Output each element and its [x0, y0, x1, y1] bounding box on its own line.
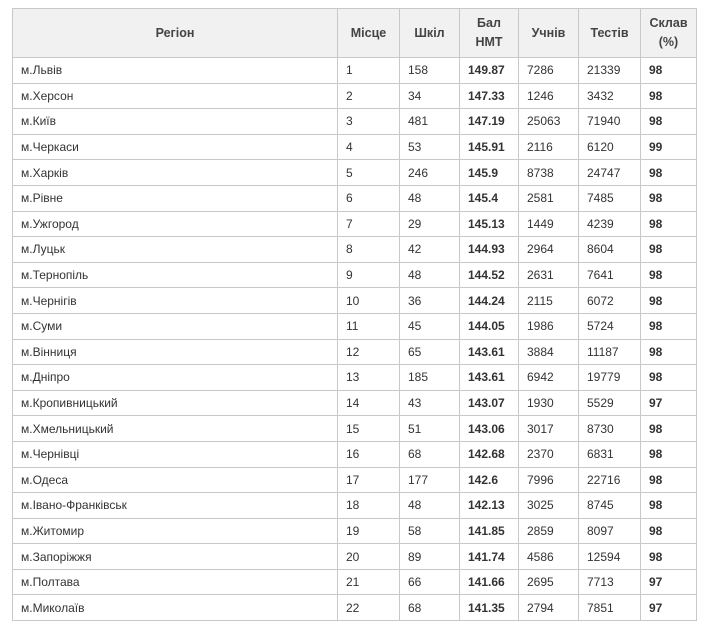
cell-tests: 19779 — [579, 365, 641, 391]
cell-tests: 8604 — [579, 237, 641, 263]
cell-place: 18 — [338, 493, 400, 519]
cell-place: 5 — [338, 160, 400, 186]
cell-pupils: 2794 — [519, 595, 579, 621]
cell-tests: 24747 — [579, 160, 641, 186]
cell-schools: 65 — [400, 339, 460, 365]
cell-score: 141.74 — [460, 544, 519, 570]
cell-place: 14 — [338, 390, 400, 416]
table-row — [13, 595, 697, 621]
cell-pass: 98 — [641, 288, 697, 314]
cell-place: 9 — [338, 262, 400, 288]
cell-pass: 98 — [641, 365, 697, 391]
table-row — [13, 493, 697, 519]
cell-score: 143.61 — [460, 365, 519, 391]
cell-region: м.Івано-Франківськ — [13, 493, 338, 519]
header-row — [13, 9, 697, 58]
cell-tests: 4239 — [579, 211, 641, 237]
cell-schools: 89 — [400, 544, 460, 570]
cell-tests: 8097 — [579, 518, 641, 544]
cell-schools: 58 — [400, 518, 460, 544]
header-score-line2: НМТ — [475, 35, 503, 49]
cell-pupils: 2695 — [519, 569, 579, 595]
table-row — [13, 569, 697, 595]
cell-pupils: 1930 — [519, 390, 579, 416]
cell-region: м.Вінниця — [13, 339, 338, 365]
cell-place: 15 — [338, 416, 400, 442]
cell-pass: 97 — [641, 390, 697, 416]
cell-pass: 98 — [641, 109, 697, 135]
cell-pupils: 7286 — [519, 58, 579, 84]
cell-tests: 5724 — [579, 313, 641, 339]
cell-pass: 98 — [641, 544, 697, 570]
cell-place: 10 — [338, 288, 400, 314]
cell-pass: 98 — [641, 493, 697, 519]
cell-score: 145.13 — [460, 211, 519, 237]
ranking-table-container — [12, 8, 697, 621]
cell-region: м.Харків — [13, 160, 338, 186]
cell-schools: 158 — [400, 58, 460, 84]
cell-pupils: 7996 — [519, 467, 579, 493]
header-score — [460, 9, 519, 58]
cell-pass: 98 — [641, 160, 697, 186]
cell-score: 142.6 — [460, 467, 519, 493]
cell-schools: 48 — [400, 185, 460, 211]
cell-place: 4 — [338, 134, 400, 160]
cell-pupils: 2859 — [519, 518, 579, 544]
table-row — [13, 58, 697, 84]
cell-place: 17 — [338, 467, 400, 493]
cell-score: 143.61 — [460, 339, 519, 365]
cell-region: м.Черкаси — [13, 134, 338, 160]
cell-place: 7 — [338, 211, 400, 237]
cell-tests: 22716 — [579, 467, 641, 493]
cell-place: 2 — [338, 83, 400, 109]
table-row — [13, 237, 697, 263]
cell-region: м.Кропивницький — [13, 390, 338, 416]
cell-schools: 53 — [400, 134, 460, 160]
cell-tests: 71940 — [579, 109, 641, 135]
cell-tests: 7851 — [579, 595, 641, 621]
cell-place: 13 — [338, 365, 400, 391]
table-row — [13, 441, 697, 467]
cell-pupils: 3017 — [519, 416, 579, 442]
cell-pass: 98 — [641, 339, 697, 365]
cell-score: 143.06 — [460, 416, 519, 442]
cell-pass: 98 — [641, 467, 697, 493]
header-place: Місце — [338, 9, 400, 58]
cell-tests: 11187 — [579, 339, 641, 365]
cell-tests: 7713 — [579, 569, 641, 595]
cell-place: 16 — [338, 441, 400, 467]
cell-schools: 48 — [400, 262, 460, 288]
cell-pupils: 1986 — [519, 313, 579, 339]
cell-place: 1 — [338, 58, 400, 84]
table-row — [13, 518, 697, 544]
cell-score: 141.66 — [460, 569, 519, 595]
cell-pupils: 2581 — [519, 185, 579, 211]
cell-schools: 177 — [400, 467, 460, 493]
cell-region: м.Чернігів — [13, 288, 338, 314]
cell-schools: 68 — [400, 441, 460, 467]
cell-pass: 99 — [641, 134, 697, 160]
cell-place: 6 — [338, 185, 400, 211]
cell-pupils: 1246 — [519, 83, 579, 109]
cell-schools: 36 — [400, 288, 460, 314]
table-row — [13, 339, 697, 365]
table-row — [13, 211, 697, 237]
cell-schools: 48 — [400, 493, 460, 519]
cell-pupils: 2631 — [519, 262, 579, 288]
cell-region: м.Ужгород — [13, 211, 338, 237]
cell-score: 145.9 — [460, 160, 519, 186]
cell-score: 149.87 — [460, 58, 519, 84]
table-row — [13, 390, 697, 416]
cell-score: 144.24 — [460, 288, 519, 314]
cell-pass: 98 — [641, 237, 697, 263]
cell-place: 19 — [338, 518, 400, 544]
cell-region: м.Хмельницький — [13, 416, 338, 442]
cell-score: 144.52 — [460, 262, 519, 288]
table-row — [13, 313, 697, 339]
cell-region: м.Одеса — [13, 467, 338, 493]
table-body — [13, 58, 697, 621]
table-row — [13, 109, 697, 135]
cell-region: м.Чернівці — [13, 441, 338, 467]
table-row — [13, 365, 697, 391]
cell-schools: 481 — [400, 109, 460, 135]
table-row — [13, 288, 697, 314]
cell-pass: 98 — [641, 185, 697, 211]
cell-pupils: 2964 — [519, 237, 579, 263]
cell-place: 8 — [338, 237, 400, 263]
header-tests: Тестів — [579, 9, 641, 58]
cell-score: 144.93 — [460, 237, 519, 263]
cell-score: 141.85 — [460, 518, 519, 544]
cell-region: м.Рівне — [13, 185, 338, 211]
cell-pass: 98 — [641, 58, 697, 84]
cell-pupils: 8738 — [519, 160, 579, 186]
cell-pupils: 4586 — [519, 544, 579, 570]
cell-tests: 6831 — [579, 441, 641, 467]
cell-schools: 51 — [400, 416, 460, 442]
cell-pass: 97 — [641, 569, 697, 595]
cell-region: м.Київ — [13, 109, 338, 135]
cell-tests: 21339 — [579, 58, 641, 84]
table-row — [13, 544, 697, 570]
cell-region: м.Львів — [13, 58, 338, 84]
ranking-table — [12, 8, 697, 621]
cell-pass: 98 — [641, 313, 697, 339]
cell-tests: 5529 — [579, 390, 641, 416]
header-pupils: Учнів — [519, 9, 579, 58]
cell-pass: 98 — [641, 441, 697, 467]
cell-pupils: 3884 — [519, 339, 579, 365]
cell-pupils: 25063 — [519, 109, 579, 135]
header-region: Регіон — [13, 9, 338, 58]
cell-place: 12 — [338, 339, 400, 365]
cell-place: 11 — [338, 313, 400, 339]
cell-tests: 7641 — [579, 262, 641, 288]
cell-tests: 8745 — [579, 493, 641, 519]
cell-score: 147.33 — [460, 83, 519, 109]
cell-place: 21 — [338, 569, 400, 595]
cell-tests: 8730 — [579, 416, 641, 442]
cell-region: м.Житомир — [13, 518, 338, 544]
cell-region: м.Луцьк — [13, 237, 338, 263]
cell-schools: 185 — [400, 365, 460, 391]
cell-pupils: 2370 — [519, 441, 579, 467]
cell-score: 142.13 — [460, 493, 519, 519]
cell-schools: 66 — [400, 569, 460, 595]
table-row — [13, 262, 697, 288]
cell-region: м.Дніпро — [13, 365, 338, 391]
table-header — [13, 9, 697, 58]
table-row — [13, 416, 697, 442]
header-pass-line1: Склав — [649, 16, 688, 30]
header-schools: Шкіл — [400, 9, 460, 58]
cell-region: м.Херсон — [13, 83, 338, 109]
table-row — [13, 83, 697, 109]
cell-score: 143.07 — [460, 390, 519, 416]
cell-pupils: 2115 — [519, 288, 579, 314]
cell-pass: 98 — [641, 518, 697, 544]
cell-place: 22 — [338, 595, 400, 621]
cell-schools: 34 — [400, 83, 460, 109]
cell-region: м.Запоріжжя — [13, 544, 338, 570]
header-pass — [641, 9, 697, 58]
cell-tests: 3432 — [579, 83, 641, 109]
table-row — [13, 467, 697, 493]
cell-pass: 97 — [641, 595, 697, 621]
cell-schools: 43 — [400, 390, 460, 416]
cell-schools: 42 — [400, 237, 460, 263]
cell-tests: 6120 — [579, 134, 641, 160]
cell-schools: 45 — [400, 313, 460, 339]
cell-pass: 98 — [641, 416, 697, 442]
table-row — [13, 185, 697, 211]
cell-pass: 98 — [641, 262, 697, 288]
table-row — [13, 160, 697, 186]
cell-pass: 98 — [641, 83, 697, 109]
cell-pupils: 1449 — [519, 211, 579, 237]
cell-tests: 6072 — [579, 288, 641, 314]
cell-place: 3 — [338, 109, 400, 135]
cell-pass: 98 — [641, 211, 697, 237]
cell-score: 145.91 — [460, 134, 519, 160]
header-pass-line2: (%) — [658, 35, 679, 49]
cell-tests: 7485 — [579, 185, 641, 211]
header-score-line1: Бал — [477, 16, 501, 30]
cell-schools: 246 — [400, 160, 460, 186]
table-row — [13, 134, 697, 160]
cell-score: 141.35 — [460, 595, 519, 621]
cell-place: 20 — [338, 544, 400, 570]
cell-region: м.Тернопіль — [13, 262, 338, 288]
cell-region: м.Суми — [13, 313, 338, 339]
cell-pupils: 3025 — [519, 493, 579, 519]
cell-score: 145.4 — [460, 185, 519, 211]
cell-schools: 29 — [400, 211, 460, 237]
cell-schools: 68 — [400, 595, 460, 621]
cell-pupils: 2116 — [519, 134, 579, 160]
cell-tests: 12594 — [579, 544, 641, 570]
cell-pupils: 6942 — [519, 365, 579, 391]
cell-score: 142.68 — [460, 441, 519, 467]
cell-region: м.Миколаїв — [13, 595, 338, 621]
cell-region: м.Полтава — [13, 569, 338, 595]
cell-score: 147.19 — [460, 109, 519, 135]
cell-score: 144.05 — [460, 313, 519, 339]
